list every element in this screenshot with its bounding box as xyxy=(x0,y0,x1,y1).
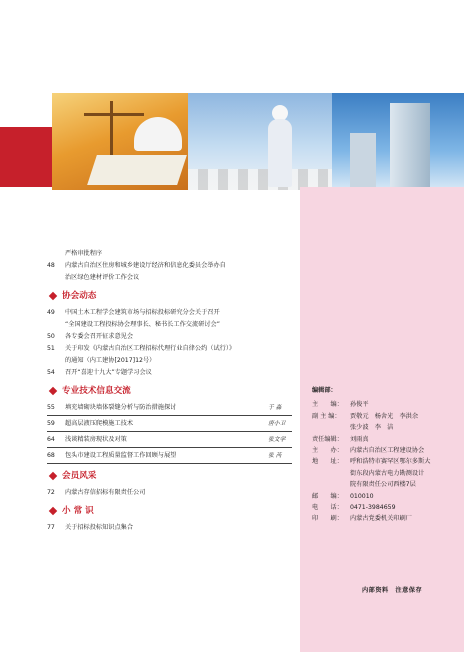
editorial-label: 电 话： xyxy=(312,504,343,512)
toc-pre-items xyxy=(47,260,292,284)
toc-entry-line xyxy=(47,331,292,343)
toc-entry-line xyxy=(47,522,292,534)
toc-entry-line xyxy=(47,418,292,430)
toc-page-number: 49 xyxy=(47,309,55,316)
editorial-value: 010010 xyxy=(350,492,374,500)
toc-entry-author: 于 淼 xyxy=(268,405,282,411)
toc-section-heading xyxy=(47,469,292,482)
editorial-value: 孙俊平 xyxy=(350,401,369,409)
diamond-bullet-icon xyxy=(49,506,57,514)
toc-entry-line xyxy=(47,402,292,414)
editorial-row xyxy=(312,422,462,433)
editorial-value: 刘雨真 xyxy=(350,435,369,443)
toc-page-number: 64 xyxy=(47,436,55,443)
editorial-row xyxy=(312,468,462,479)
toc-section-heading xyxy=(47,289,292,302)
blueprint-shape xyxy=(87,155,187,185)
toc-underline xyxy=(47,447,292,448)
toc-page-number: 48 xyxy=(47,262,55,269)
toc-entry-title: 包头市建设工程质量监督工作回顾与展望 xyxy=(65,452,177,459)
toc-continued-line: 严格审批程序 xyxy=(65,250,103,257)
toc-underline xyxy=(47,431,292,432)
editorial-heading: 编辑部： xyxy=(312,387,337,394)
toc-entry-title: 超高层液压爬模施工技术 xyxy=(65,420,134,427)
editorial-row xyxy=(312,456,462,467)
editorial-row xyxy=(312,434,462,445)
editorial-row xyxy=(312,399,462,410)
toc-entry-line xyxy=(47,272,292,284)
helmet-photo xyxy=(52,93,188,190)
editorial-block xyxy=(312,385,462,525)
editorial-label: 责任编辑： xyxy=(312,435,343,443)
toc-entry-line xyxy=(47,343,292,355)
toc-entry-title: 关于印发《内蒙古自治区工程招标代理行业自律公约（试行）》 xyxy=(65,345,236,352)
editorial-label xyxy=(312,422,350,433)
editorial-value: 贾敬元 杨舍光 李洪余 xyxy=(350,412,419,420)
toc-entry-title: 关于招标投标知识点集合 xyxy=(65,524,134,531)
editorial-label: 主 编： xyxy=(312,401,343,409)
toc-section-title: 协会动态 xyxy=(62,290,97,301)
building-photo xyxy=(332,93,464,190)
toc-entry-title: 各专委会召开征求意见会 xyxy=(65,333,134,340)
editorial-label: 印 刷： xyxy=(312,515,343,523)
editorial-row xyxy=(312,491,462,502)
toc-entry-line xyxy=(47,260,292,272)
toc-entry-author: 张 芮 xyxy=(268,453,282,459)
diamond-bullet-icon xyxy=(49,386,57,394)
editorial-rows xyxy=(312,399,462,524)
toc-entry-line xyxy=(47,450,292,462)
toc-entry-line xyxy=(47,367,292,379)
toc-page-number: 55 xyxy=(47,404,55,411)
toc-section-heading xyxy=(47,504,292,517)
toc-page-number: 68 xyxy=(47,452,55,459)
toc-page-number: 77 xyxy=(47,524,55,531)
toc-entry-line xyxy=(47,307,292,319)
header-photo-collage xyxy=(52,93,464,190)
crane-mast-shape xyxy=(110,101,113,161)
editorial-row xyxy=(312,502,462,513)
editorial-value: 内蒙古党委机关印刷厂 xyxy=(350,515,412,523)
toc-section-title: 会员风采 xyxy=(62,470,97,481)
person-body-shape xyxy=(268,119,292,187)
editorial-row xyxy=(312,479,462,490)
toc-entry-line xyxy=(47,487,292,499)
editorial-row xyxy=(312,445,462,456)
toc-entry-line xyxy=(47,355,292,367)
editorial-value: 张少波 李 洁 xyxy=(350,424,394,432)
toc-underline xyxy=(47,415,292,416)
toc-page-number: 59 xyxy=(47,420,55,427)
editorial-label xyxy=(312,479,350,490)
toc-section-title: 小 常 识 xyxy=(62,505,94,516)
table-of-contents xyxy=(47,248,292,534)
editorial-row xyxy=(312,513,462,524)
editorial-row xyxy=(312,411,462,422)
toc-page-number: 51 xyxy=(47,345,55,352)
toc-entry-title: 的通知（内工建协[2017]12号） xyxy=(65,357,156,364)
crane-jib-shape xyxy=(84,113,144,116)
toc-entry-title: 中国土木工程学会建筑市场与招标投标研究分会关于召开 xyxy=(65,309,220,316)
toc-entry-title: 召开“喜迎十九大”专题学习会议 xyxy=(65,369,152,376)
editorial-label: 主 办： xyxy=(312,447,343,455)
toc-entry-line xyxy=(47,319,292,331)
red-side-tab xyxy=(0,127,52,187)
high-rise-shape xyxy=(390,103,430,190)
hard-hat-icon xyxy=(134,117,182,151)
editorial-label xyxy=(312,468,350,479)
diamond-bullet-icon xyxy=(49,471,57,479)
toc-underline xyxy=(47,463,292,464)
toc-page-number: 72 xyxy=(47,489,55,496)
toc-entry-title: 内蒙古存信招标有限责任公司 xyxy=(65,489,146,496)
toc-entry-title: 治区绿色建材评价工作会议 xyxy=(65,274,140,281)
editorial-label: 地 址： xyxy=(312,458,343,466)
toc-entry-title: 内蒙古自治区住房和城乡建设厅经济和信息化委员会举办自 xyxy=(65,262,226,269)
toc-entry-title: 填充墙砌块墙体裂缝分析与防治措施探讨 xyxy=(65,404,177,411)
editorial-value: 街东段内蒙古电力勘测设计 xyxy=(350,469,425,477)
toc-entry-line xyxy=(47,434,292,446)
low-building-shape xyxy=(350,133,376,190)
internal-material-note: 内部资料 注意保存 xyxy=(362,587,423,594)
toc-section-heading xyxy=(47,384,292,397)
editorial-value: 院有限责任公司西楼7层 xyxy=(350,481,416,489)
toc-entry-title: 浅谈精装房现状及对策 xyxy=(65,436,127,443)
toc-entry-author: 唐小卫 xyxy=(268,421,286,427)
toc-sections xyxy=(47,289,292,534)
diamond-bullet-icon xyxy=(49,291,57,299)
editorial-value: 0471-3984659 xyxy=(350,504,396,512)
editorial-value: 呼和浩特市赛罕区鄂尔多斯大 xyxy=(350,458,431,466)
editorial-label: 副 主 编： xyxy=(312,412,341,420)
editorial-label: 邮 编： xyxy=(312,492,343,500)
toc-section-title: 专业技术信息交流 xyxy=(62,385,131,396)
toc-entry-title: “全国建设工程投标协会理事长、秘书长工作交流研讨会” xyxy=(65,321,220,328)
engineer-photo xyxy=(188,93,332,190)
editorial-value: 内蒙古自治区工程建设协会 xyxy=(350,447,425,455)
toc-page-number: 50 xyxy=(47,333,55,340)
toc-entry-author: 张文学 xyxy=(268,437,286,443)
toc-page-number: 54 xyxy=(47,369,55,376)
